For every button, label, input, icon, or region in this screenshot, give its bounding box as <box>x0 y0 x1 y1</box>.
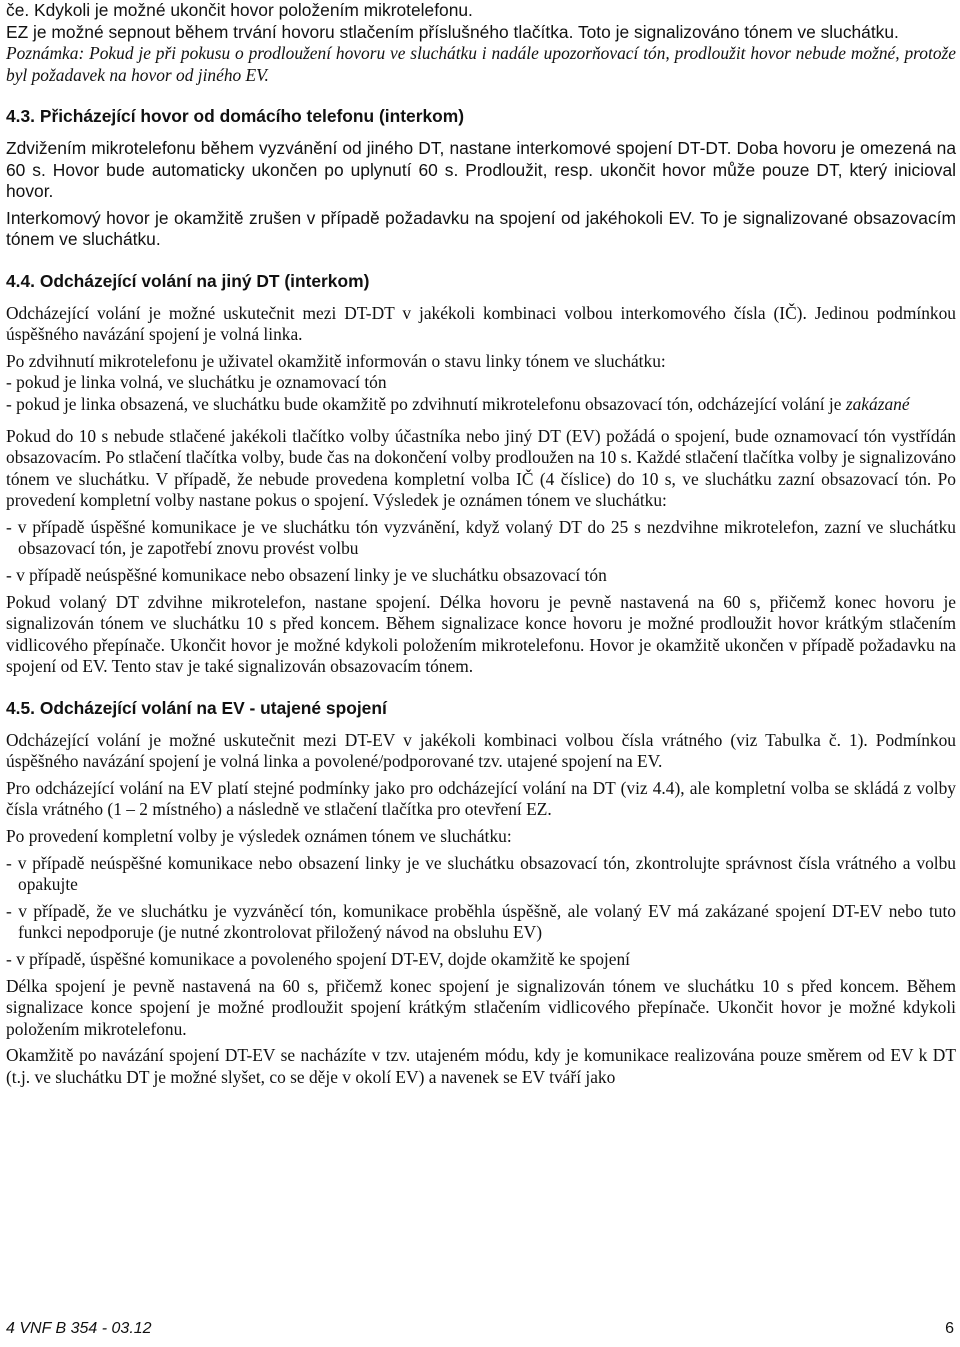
list-item-text: - pokud je linka obsazená, ve sluchátku bude okamžitě po zdvihnutí mikrotelefonu obsazovací tón, odcházející volání je <box>6 393 846 414</box>
section-4-4-paragraph-1: Odcházející volání je možné uskutečnit mezi DT-DT v jakékoli kombinaci volbou interkomového čísla (IČ). Jedinou podmínkou úspěšného navázání spojení je volná linka. <box>6 302 956 345</box>
section-heading-4-3: 4.3. Přicházející hovor od domácího telefonu (interkom) <box>6 106 465 127</box>
page-footer <box>6 1318 954 1340</box>
section-4-5-list-item-1: - v případě neúspěšné komunikace nebo obsazení linky je ve sluchátku obsazovací tón, zkontrolujte správnost čísla vrátného a volbu opakujte <box>6 852 956 895</box>
section-4-4-list-item-2 <box>6 394 956 416</box>
note-paragraph: Poznámka: Pokud je při pokusu o prodloužení hovoru ve sluchátku i nadále upozorňovací tón, prodloužit hovor nebude možné, protože byl požadavek na hovor od jiného EV. <box>6 43 956 85</box>
document-body <box>6 0 956 1089</box>
paragraph-top-1: če. Kdykoli je možné ukončit hovor položením mikrotelefonu. <box>6 0 473 20</box>
section-4-3-paragraph-2: Interkomový hovor je okamžitě zrušen v případě požadavku na spojení od jakéhokoli EV. To je signalizované obsazovacím tónem ve sluchátku. <box>6 207 956 250</box>
emphasis-text: zakázané <box>845 393 910 414</box>
section-4-5-paragraph-1: Odcházející volání je možné uskutečnit mezi DT-EV v jakékoli kombinaci volbou čísla vrátného (viz Tabulka č. 1). Podmínkou úspěšného navázání spojení je volná linka a povolené/podporované tzv. utajené spojení na EV. <box>6 729 956 772</box>
section-4-5-list-item-3: - v případě, úspěšné komunikace a povoleného spojení DT-EV, dojde okamžitě ke spojení <box>6 948 630 969</box>
section-4-5-paragraph-2: Pro odcházející volání na EV platí stejné podmínky jako pro odcházející volání na DT (viz 4.4), ale kompletní volba se skládá z volby čísla vrátného (1 – 2 místného) a následně ve stlačení tlačítka pro otevření EZ. <box>6 777 956 820</box>
section-4-4-paragraph-2: Po zdvihnutí mikrotelefonu je uživatel okamžitě informován o stavu linky tónem ve sluchátku: <box>6 350 666 371</box>
section-4-4-paragraph-4: Pokud volaný DT zdvihne mikrotelefon, nastane spojení. Délka hovoru je pevně nastavená na 60 s, přičemž konec hovoru je signalizován tónem ve sluchátku 10 s před koncem. Během signalizace konce hovoru je možné prodloužit hovor krátkým stlačením vidlicového přepínače. Ukončit hovor je možné kdykoli položením mikrotelefonu. Hovor je okamžitě ukončen v případě požadavku na spojení od EV. Tento stav je také signalizován obsazovacím tónem. <box>6 591 956 677</box>
page-number: 6 <box>945 1320 954 1337</box>
paragraph-top-2: EZ je možné sepnout během trvání hovoru stlačením příslušného tlačítka. Toto je signalizováno tónem ve sluchátku. <box>6 21 899 42</box>
section-4-5-paragraph-4: Délka spojení je pevně nastavená na 60 s, přičemž konec spojení je signalizován tónem ve sluchátku 10 s před koncem. Během signalizace konce spojení je možné prodloužit spojení krátkým stlačením vidlicového přepínače. Ukončit hovor je možné kdykoli položením mikrotelefonu. <box>6 975 956 1039</box>
document-id: 4 VNF B 354 - 03.12 <box>6 1320 152 1337</box>
section-4-3-paragraph-1: Zdvižením mikrotelefonu během vyzvánění od jiného DT, nastane interkomové spojení DT-DT. Doba hovoru je omezená na 60 s. Hovor bude automaticky ukončen po uplynutí 60 s. Prodloužit, resp. ukončit hovor může pouze DT, který inicioval hovor. <box>6 137 956 202</box>
section-4-5-list-item-2: - v případě, že ve sluchátku je vyzváněcí tón, komunikace proběhla úspěšně, ale volaný EV má zakázané spojení DT-EV nebo tuto funkci nepodporuje (je nutné zkontrolovat přiložený návod na obsluhu EV) <box>6 900 956 943</box>
section-heading-4-4: 4.4. Odcházející volání na jiný DT (interkom) <box>6 270 370 291</box>
section-4-4-list-item-3: - v případě úspěšné komunikace je ve sluchátku tón vyzvánění, když volaný DT do 25 s nezdvihne mikrotelefon, zazní ve sluchátku obsazovací tón, je zapotřebí znovu provést volbu <box>6 516 956 559</box>
section-4-4-paragraph-3: Pokud do 10 s nebude stlačené jakékoli tlačítko volby účastníka nebo jiný DT (EV) požádá o spojení, bude oznamovací tón vystřídán obsazovacím. Po stlačení tlačítka volby, bude čas na dokončení volby prodloužen na 10 s. Každé stlačení tlačítka volby je signalizováno tónem ve sluchátku. V případě, že nebude provedena kompletní volba IČ (4 číslice) do 10 s, ve sluchátku zazní obsazovací tón. Po provedení kompletní volby nastane pokus o spojení. Výsledek je oznámen tónem ve sluchátku: <box>6 425 956 511</box>
section-4-5-paragraph-3: Po provedení kompletní volby je výsledek oznámen tónem ve sluchátku: <box>6 826 512 846</box>
section-heading-4-5: 4.5. Odcházející volání na EV - utajené spojení <box>6 698 387 719</box>
section-4-4-list-item-4: - v případě neúspěšné komunikace nebo obsazení linky je ve sluchátku obsazovací tón <box>6 565 607 586</box>
section-4-4-list-item-1: - pokud je linka volná, ve sluchátku je oznamovací tón <box>6 372 387 393</box>
section-4-5-paragraph-5: Okamžitě po navázání spojení DT-EV se nacházíte v tzv. utajeném módu, kdy je komunikace realizována pouze směrem od EV k DT (t.j. ve sluchátku DT je možné slyšet, co se děje v okolí EV) a navenek se EV tváří jako <box>6 1045 956 1087</box>
